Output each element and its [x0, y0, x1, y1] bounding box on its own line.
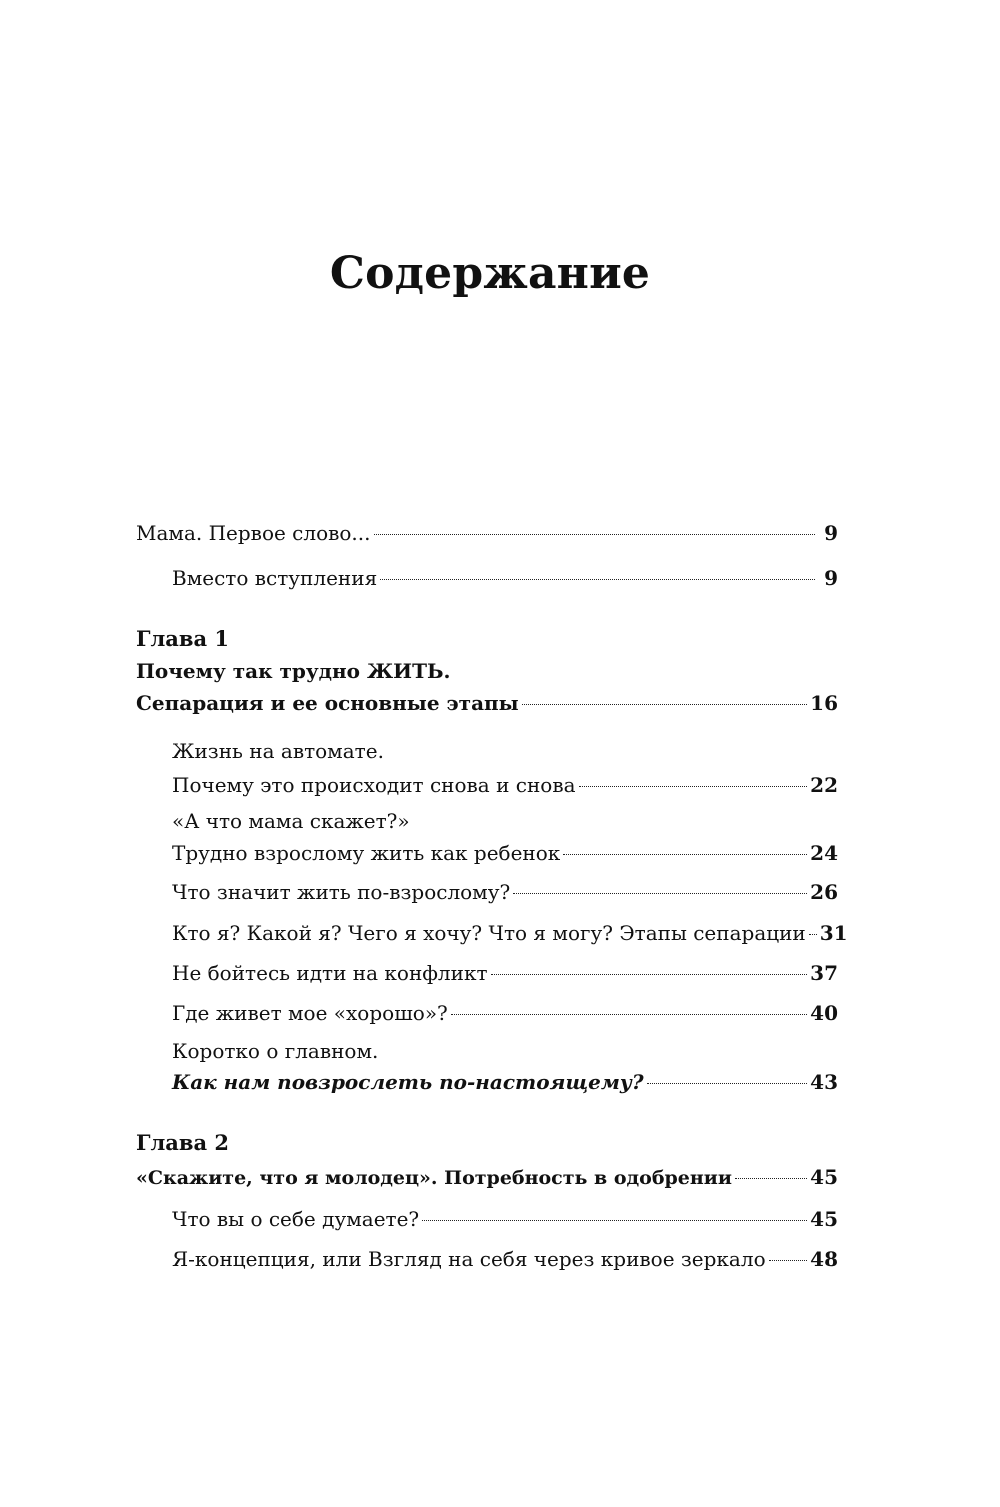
toc-entry-text: Почему это происходит снова и снова — [172, 773, 576, 797]
dot-leader — [563, 853, 807, 855]
dot-leader — [647, 1082, 808, 1084]
toc-page-number: 37 — [810, 961, 838, 985]
chapter-1-title-line2: Сепарация и ее основные этапы — [136, 691, 519, 715]
toc-entry[interactable] — [172, 1067, 838, 1097]
toc-page-number: 40 — [810, 1001, 838, 1025]
toc-entry-chapter-2[interactable] — [136, 1162, 838, 1193]
dot-leader — [769, 1259, 808, 1261]
toc-entry-foreword[interactable] — [172, 563, 838, 593]
dot-leader — [735, 1177, 807, 1179]
toc-entry[interactable] — [172, 770, 838, 800]
dot-leader — [809, 933, 817, 935]
toc-entry[interactable] — [172, 998, 838, 1028]
toc-entry-text: Где живет мое «хорошо»? — [172, 1001, 448, 1025]
toc-page-number: 9 — [824, 566, 838, 590]
toc-page-number: 22 — [810, 773, 838, 797]
toc-entry-text: Мама. Первое слово... — [136, 521, 371, 545]
toc-entry[interactable] — [172, 1204, 838, 1234]
dot-leader — [513, 892, 807, 894]
toc-entry-text: Вместо вступления — [172, 566, 378, 590]
toc-entry-line1: «А что мама скажет?» — [172, 809, 410, 833]
dot-leader — [422, 1219, 807, 1221]
toc-page-number: 9 — [824, 521, 838, 545]
toc-page-number: 24 — [810, 841, 838, 865]
chapter-2-title: «Скажите, что я молодец». Потребность в одобрении — [136, 1167, 732, 1189]
toc-page-number: 31 — [819, 921, 848, 945]
toc-page-number: 48 — [810, 1247, 838, 1271]
toc-page-number: 43 — [810, 1070, 838, 1094]
toc-entry-chapter-1[interactable] — [136, 688, 838, 718]
chapter-1-label: Глава 1 — [136, 626, 230, 651]
toc-entry-text: Я-концепция, или Взгляд на себя через кривое зеркало — [172, 1247, 766, 1271]
toc-entry-line1: Жизнь на автомате. — [172, 739, 384, 763]
toc-entry[interactable] — [172, 877, 838, 907]
toc-entry-text: Трудно взрослому жить как ребенок — [172, 841, 561, 865]
page-title: Содержание — [329, 248, 651, 299]
toc-page-number: 45 — [810, 1207, 838, 1231]
toc-page-number: 45 — [810, 1165, 838, 1189]
toc-entry-text: Кто я? Какой я? Чего я хочу? Что я могу? Этапы сепарации — [172, 921, 806, 945]
dot-leader — [522, 703, 807, 705]
toc-entry[interactable] — [172, 838, 838, 868]
toc-page-number: 16 — [810, 691, 838, 715]
chapter-1-title-line1: Почему так трудно ЖИТЬ. — [136, 659, 451, 683]
toc-entry-intro[interactable] — [136, 518, 838, 548]
toc-entry[interactable] — [172, 1244, 838, 1274]
chapter-2-label: Глава 2 — [136, 1130, 230, 1155]
toc-entry[interactable] — [172, 958, 838, 988]
toc-entry-text: Не бойтесь идти на конфликт — [172, 961, 488, 985]
dot-leader — [380, 578, 815, 580]
dot-leader — [451, 1013, 807, 1015]
dot-leader — [491, 973, 808, 975]
toc-entry-text: Как нам повзрослеть по-настоящему? — [172, 1070, 644, 1094]
toc-entry-text: Что вы о себе думаете? — [172, 1207, 420, 1231]
dot-leader — [579, 785, 808, 787]
dot-leader — [374, 533, 816, 535]
toc-entry[interactable] — [172, 918, 848, 948]
toc-entry-text: Что значит жить по-взрослому? — [172, 880, 511, 904]
toc-entry-line1: Коротко о главном. — [172, 1039, 379, 1063]
toc-page-number: 26 — [810, 880, 838, 904]
